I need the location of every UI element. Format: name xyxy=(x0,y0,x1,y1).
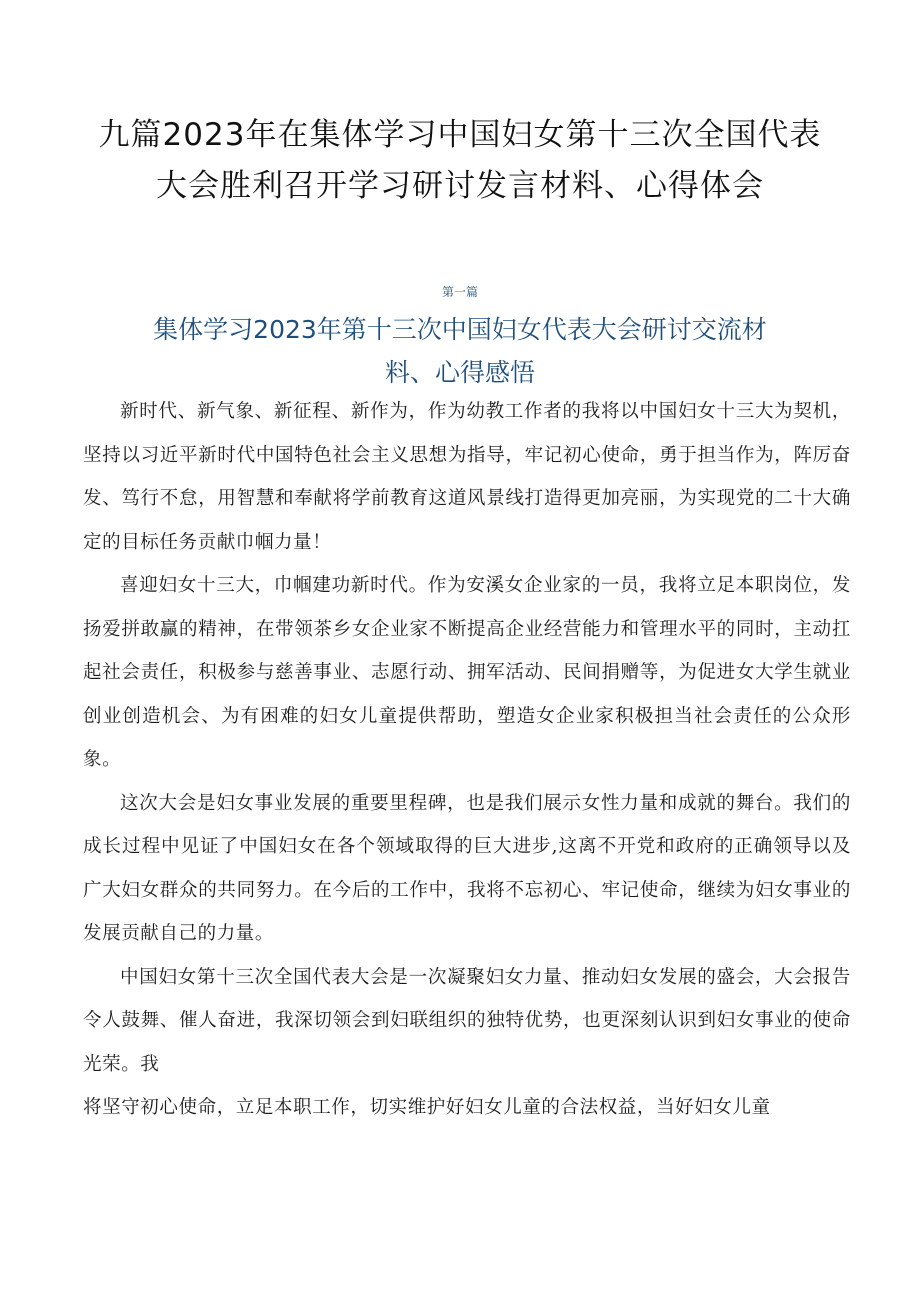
section-title-line-1: 集体学习2023年第十三次中国妇女代表大会研讨交流材 xyxy=(153,315,767,344)
document-title xyxy=(60,110,860,212)
body-text xyxy=(83,390,851,1130)
section-title-line-2: 料、心得感悟 xyxy=(384,358,535,387)
paragraph: 新时代、新气象、新征程、新作为，作为幼教工作者的我将以中国妇女十三大为契机，坚持以习近平新时代中国特色社会主义思想为指导，牢记初心使命，勇于担当作为，阵厉奋发、笃行不怠，用智慧和奉献将学前教育这道风景线打造得更加亮丽，为实现党的二十大确定的目标任务贡献巾帼力量！ xyxy=(83,401,851,553)
paragraph: 将坚守初心使命，立足本职工作，切实维护好妇女儿童的合法权益，当好妇女儿童 xyxy=(83,1097,771,1118)
document-title-line-2: 大会胜利召开学习研讨发言材料、心得体会 xyxy=(156,168,764,204)
paragraph: 喜迎妇女十三大，巾帼建功新时代。作为安溪女企业家的一员，我将立足本职岗位，发扬爱拼敢赢的精神，在带领茶乡女企业家不断提高企业经营能力和管理水平的同时，主动扛起社会责任，积极参与慈善事业、志愿行动、拥军活动、民间捐赠等，为促进女大学生就业创业创造机会、为有困难的妇女儿童提供帮助，塑造女企业家积极担当社会责任的公众形象。 xyxy=(83,575,851,770)
section-title xyxy=(100,308,820,394)
section-label: 第一篇 xyxy=(441,285,478,299)
paragraph: 这次大会是妇女事业发展的重要里程碑，也是我们展示女性力量和成就的舞台。我们的成长过程中见证了中国妇女在各个领域取得的巨大进步,这离不开党和政府的正确领导以及广大妇女群众的共同努力。在今后的工作中，我将不忘初心、牢记使命，继续为妇女事业的发展贡献自己的力量。 xyxy=(83,792,851,944)
document-title-line-1: 九篇2023年在集体学习中国妇女第十三次全国代表 xyxy=(98,117,822,153)
paragraph: 中国妇女第十三次全国代表大会是一次凝聚妇女力量、推动妇女发展的盛会，大会报告令人鼓舞、催人奋进，我深切领会到妇联组织的独特优势，也更深刻认识到妇女事业的使命光荣。我 xyxy=(83,966,851,1075)
